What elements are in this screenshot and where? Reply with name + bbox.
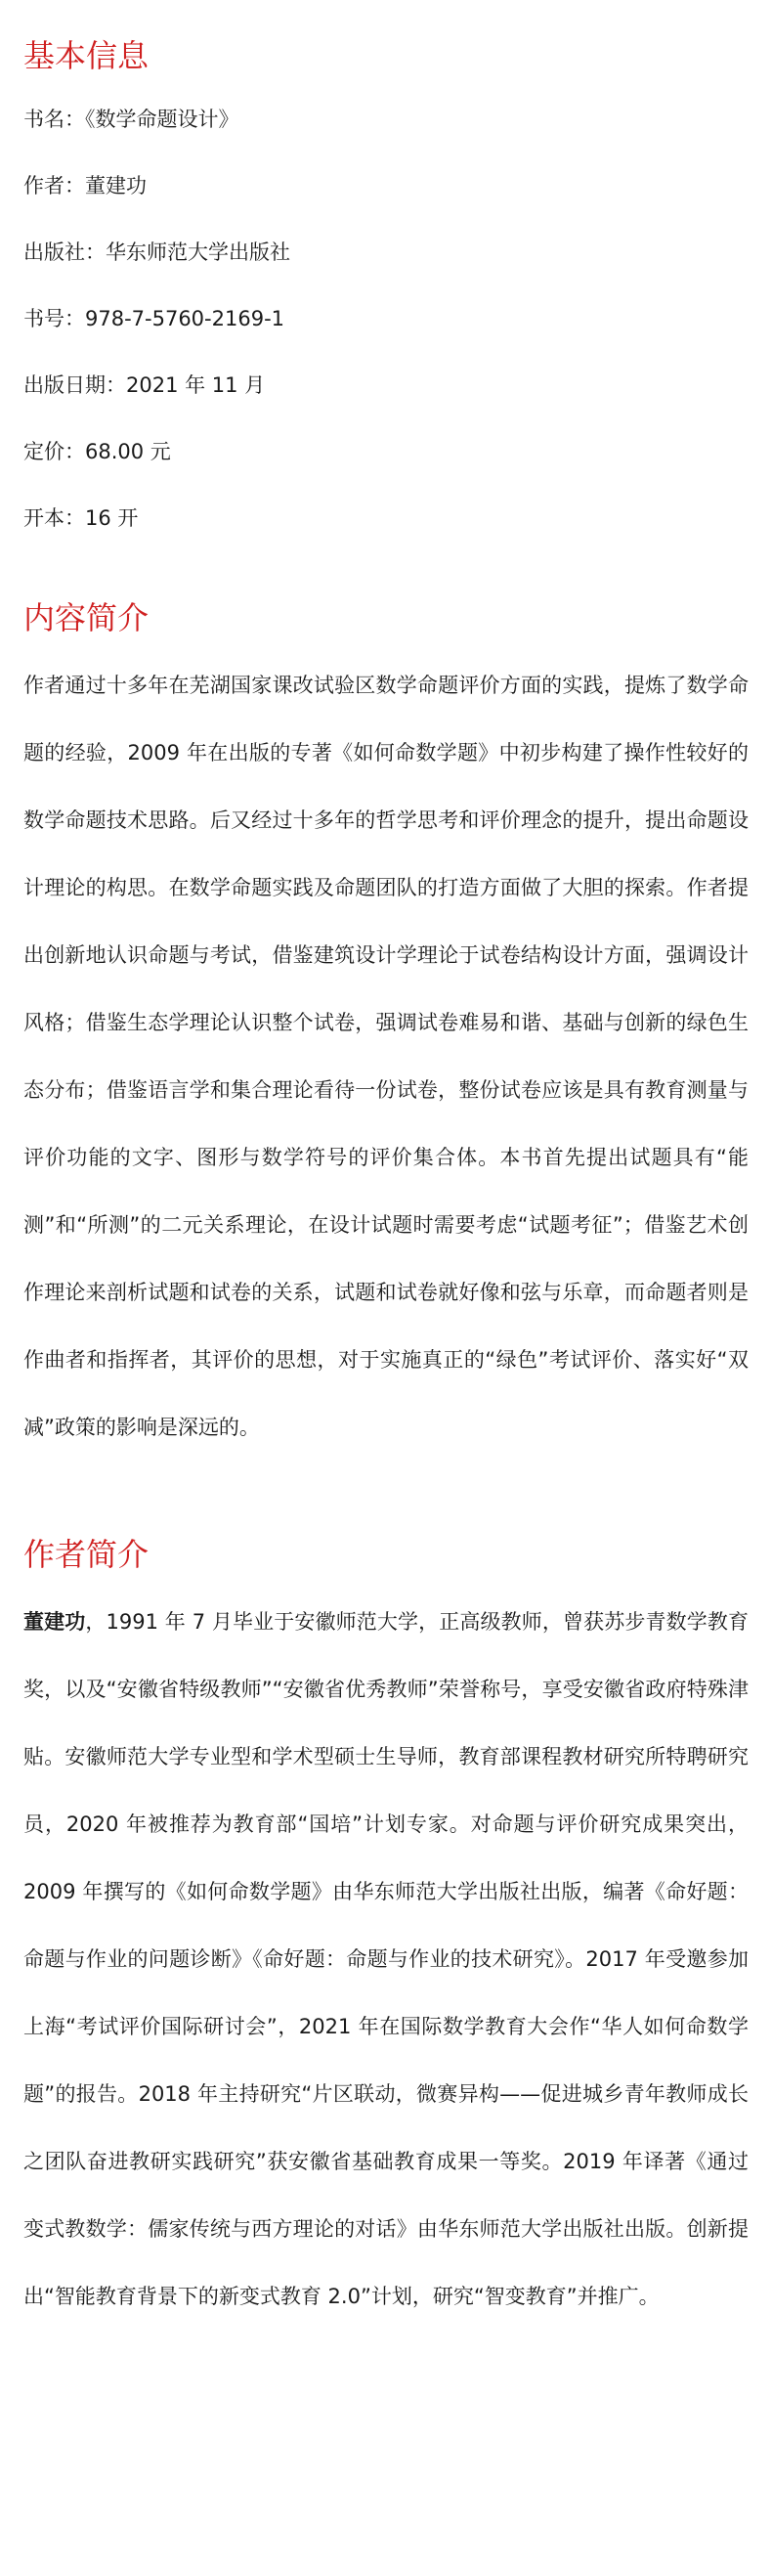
info-row-publish-date: 出版日期：2021 年 11 月: [23, 373, 266, 397]
info-row-book-title: 书名：《数学命题设计》: [23, 108, 239, 131]
section-title-basic-info: 基本信息: [23, 37, 150, 74]
author-intro-paragraph: [23, 1589, 749, 2331]
author-bio-text: ，1991 年 7 月毕业于安徽师范大学，正高级教师，曾获苏步青数学教育奖，以及“安徽省特级教师”“安徽省优秀教师”荣誉称号，享受安徽省政府特殊津贴。安徽师范大学专业型和学术型硕士生导师，教育部课程教材研究所特聘研究员，2020 年被推荐为教育部“国培”计划专家。对命题与评价研究成果突出，2009 年撰写的《如何命数学题》由华东师范大学出版社出版，编著《命好题：命题与作业的问题诊断》《命好题：命题与作业的技术研究》。2017 年受邀参加上海“考试评价国际研讨会”，2021 年在国际数学教育大会作“华人如何命数学题”的报告。2018 年主持研究“片区联动，微赛异构——促进城乡青年教师成长之团队奋进教研实践研究”获安徽省基础教育成果一等奖。2019 年译著《通过变式教数学：儒家传统与西方理论的对话》由华东师范大学出版社出版。创新提出“智能教育背景下的新变式教育 2.0”计划，研究“智变教育”并推广。: [23, 1610, 750, 2308]
spacer: [23, 532, 749, 595]
spacer: [23, 1462, 749, 1532]
info-row-format: 开本：16 开: [23, 506, 139, 530]
section-title-author-intro: 作者简介: [23, 1536, 150, 1573]
info-row-isbn: 书号：978-7-5760-2169-1: [23, 307, 285, 330]
basic-info-list: [23, 106, 749, 532]
info-row-author: 作者：董建功: [23, 174, 147, 197]
author-name: 董建功: [23, 1610, 86, 1634]
content-intro-paragraph: 作者通过十多年在芜湖国家课改试验区数学命题评价方面的实践，提炼了数学命题的经验，2009 年在出版的专著《如何命数学题》中初步构建了操作性较好的数学命题技术思路。后又经过十多年的哲学思考和评价理念的提升，提出命题设计理论的构思。在数学命题实践及命题团队的打造方面做了大胆的探索。作者提出创新地认识命题与考试，借鉴建筑设计学理论于试卷结构设计方面，强调设计风格；借鉴生态学理论认识整个试卷，强调试卷难易和谐、基础与创新的绿色生态分布；借鉴语言学和集合理论看待一份试卷，整份试卷应该是具有教育测量与评价功能的文字、图形与数学符号的评价集合体。本书首先提出试题具有“能测”和“所测”的二元关系理论，在设计试题时需要考虑“试题考征”；借鉴艺术创作理论来剖析试题和试卷的关系，试题和试卷就好像和弦与乐章，而命题者则是作曲者和指挥者，其评价的思想，对于实施真正的“绿色”考试评价、落实好“双减”政策的影响是深远的。: [23, 674, 749, 1439]
info-row-price: 定价：68.00 元: [23, 440, 171, 463]
section-title-content-intro: 内容简介: [23, 599, 150, 636]
info-row-publisher: 出版社：华东师范大学出版社: [23, 240, 290, 264]
